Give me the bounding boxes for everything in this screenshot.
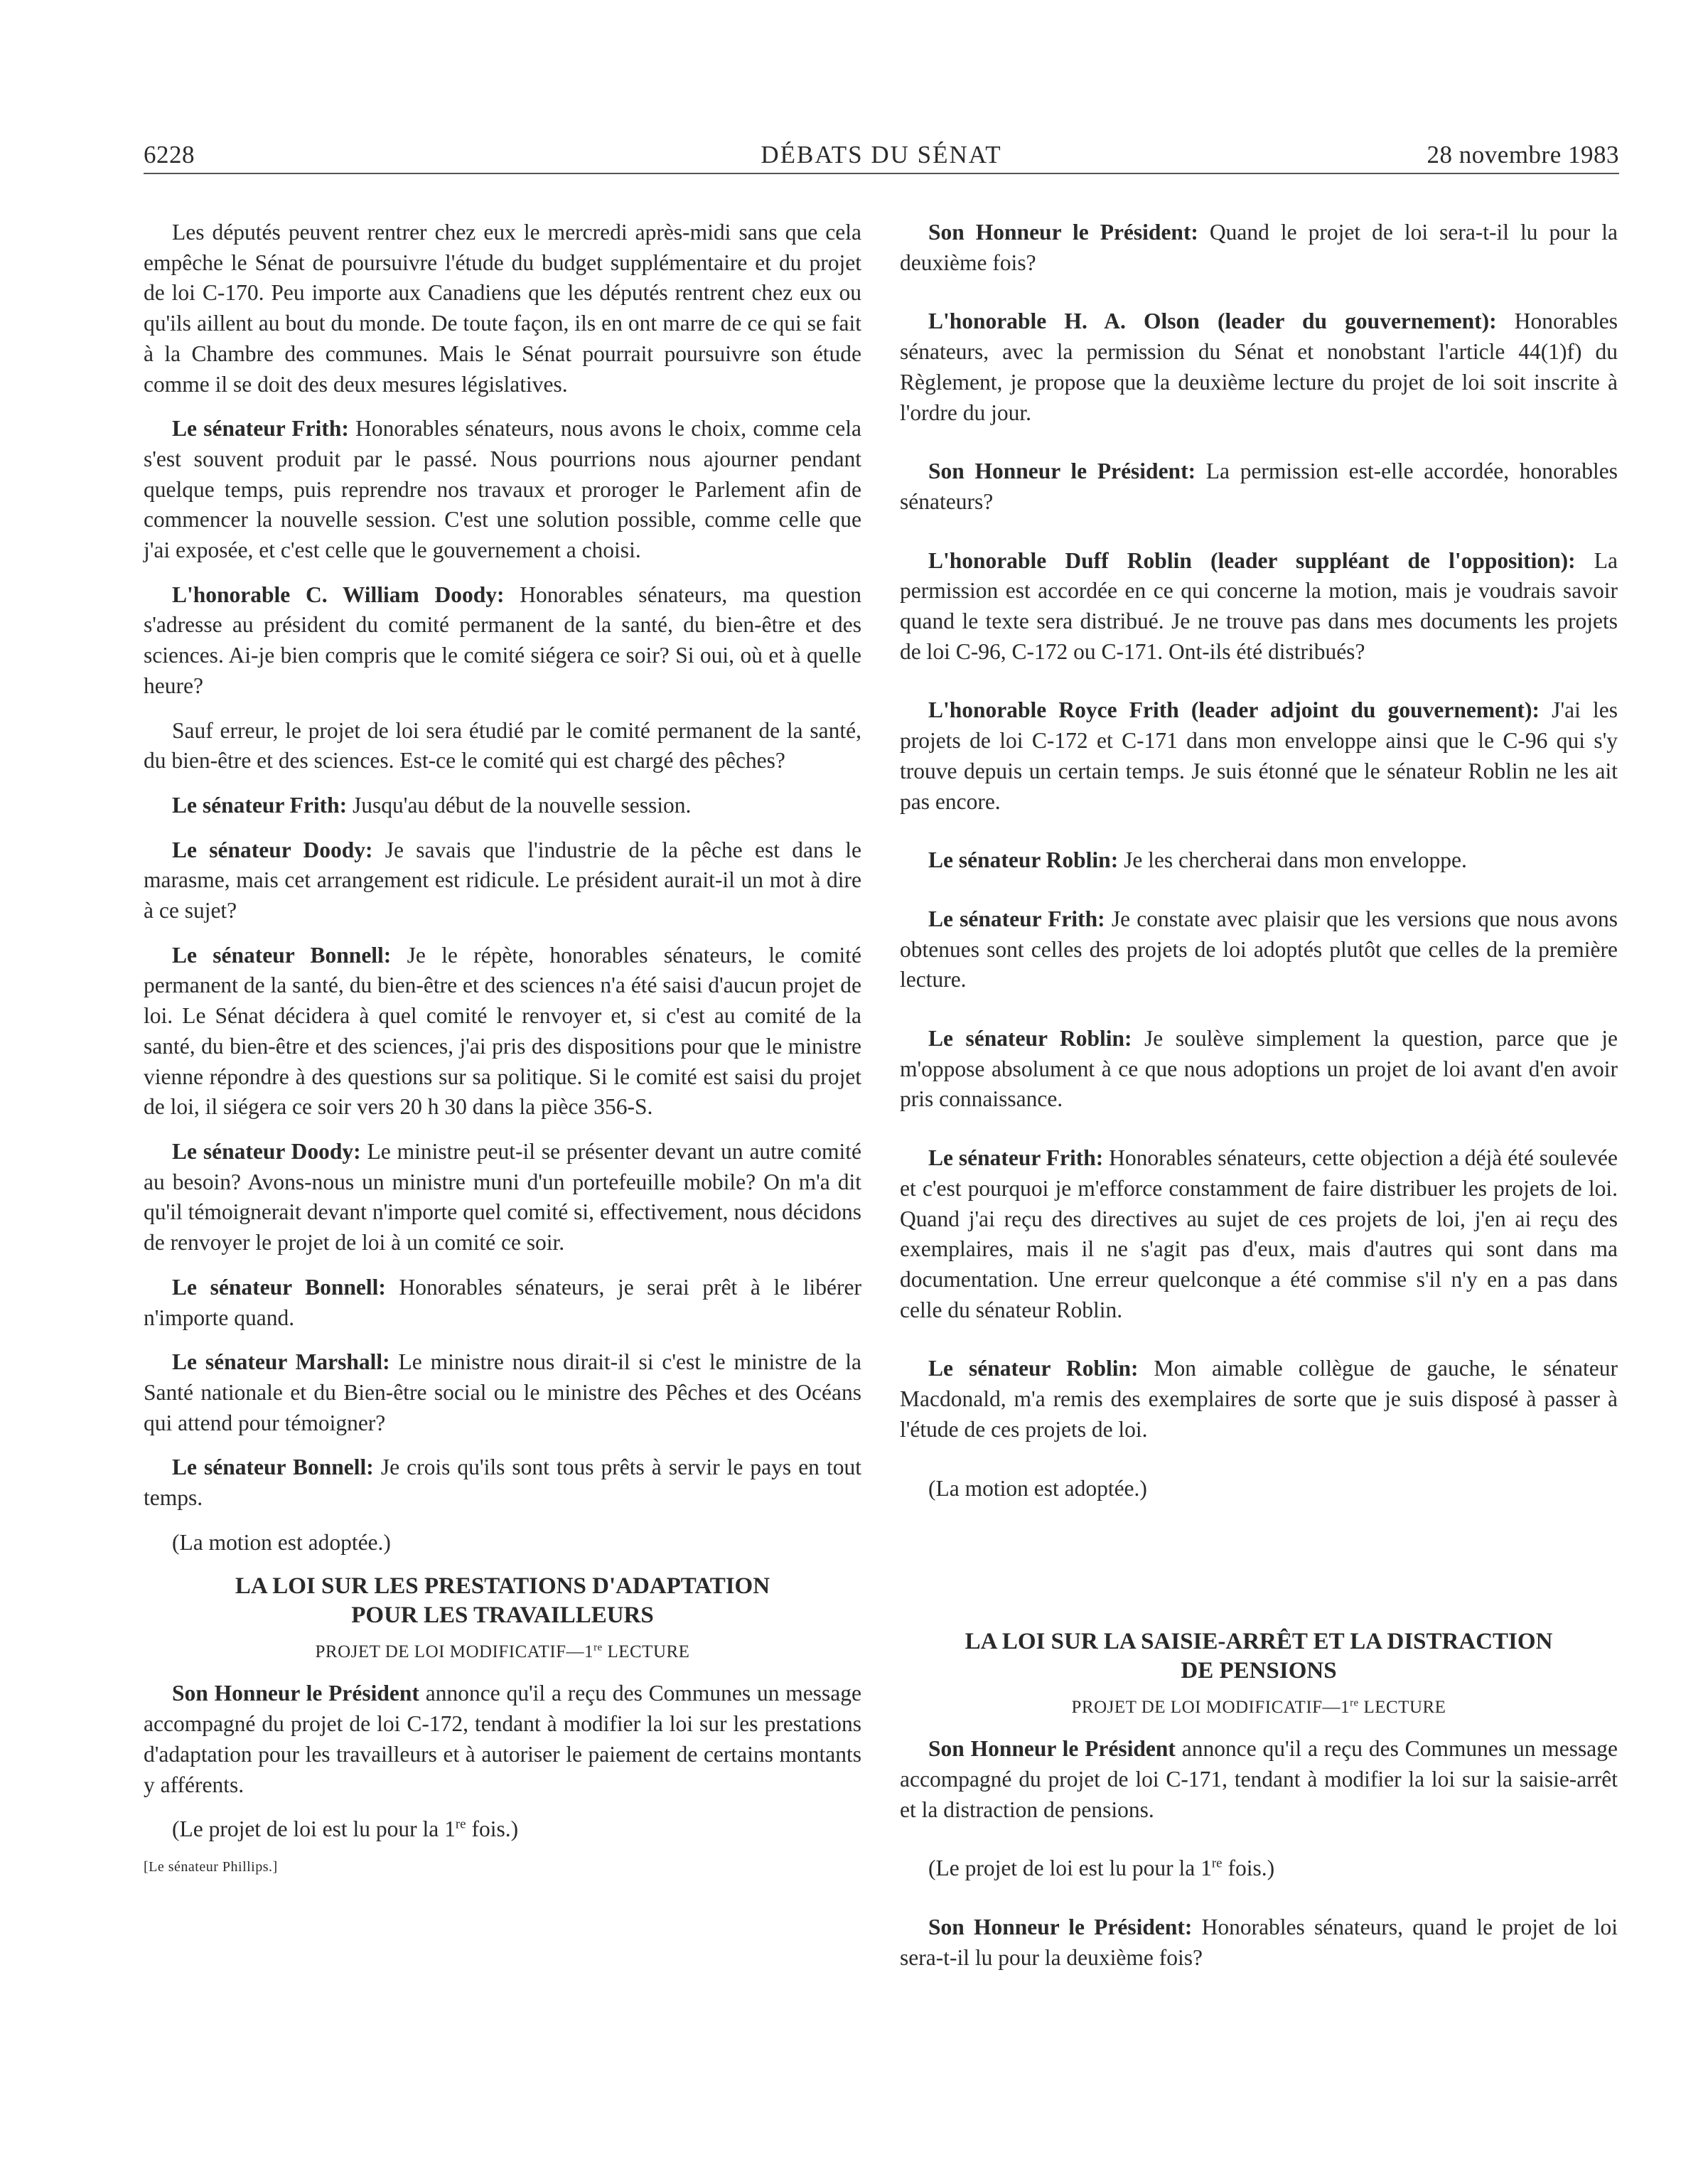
subheading-text: LECTURE	[1358, 1698, 1446, 1718]
paragraph	[900, 218, 1618, 278]
paragraph-text: Je savais que l'industrie de la pêche est dans le marasme, mais cet arrangement est ridicule. Le président aurait-il un mot à dire à ce sujet?	[144, 837, 861, 924]
reading-note	[144, 1814, 861, 1845]
paragraph	[144, 1347, 861, 1438]
paragraph	[144, 218, 861, 400]
speaker-name: Le sénateur Roblin:	[928, 1356, 1139, 1381]
section-heading-line: LA LOI SUR LA SAISIE-ARRÊT ET LA DISTRACTION	[965, 1629, 1553, 1655]
right-after-section	[900, 1734, 1618, 1825]
paragraph-text: Quand le projet de loi sera-t-il lu pour la deuxième fois?	[900, 220, 1618, 275]
subheading-text: LECTURE	[602, 1642, 690, 1662]
paragraph	[900, 1912, 1618, 1973]
reading-text: (Le projet de loi est lu pour la 1	[928, 1856, 1212, 1881]
paragraph-text: Honorables sénateurs, quand le projet de loi sera-t-il lu pour la deuxième fois?	[900, 1915, 1618, 1970]
speaker-name: L'honorable H. A. Olson (leader du gouvernement):	[928, 309, 1497, 334]
speaker-name: Le sénateur Roblin:	[928, 847, 1119, 873]
paragraph	[144, 414, 861, 566]
paragraph-text: Les députés peuvent rentrer chez eux le mercredi après-midi sans que cela empêche le Sénat de poursuivre l'étude du budget supplémentaire et du projet de loi C-170. Peu importe aux Canadiens que les députés rentrent chez eux ou qu'ils aillent au bout du monde. De toute façon, ils en ont marre de ce qui se fait à la Chambre des communes. Mais le Sénat pourrait poursuivre son étude comme il se doit des deux mesures législatives.	[144, 220, 861, 397]
paragraph	[900, 1354, 1618, 1445]
speaker-name: Son Honneur le Président	[172, 1681, 419, 1706]
speaker-name: Son Honneur le Président:	[928, 459, 1196, 484]
paragraph-text: Honorables sénateurs, avec la permission du Sénat et nonobstant l'article 44(1)f) du Règlement, je propose que la deuxième lecture du projet de loi soit inscrite à l'ordre du jour.	[900, 309, 1618, 425]
speaker-name: Son Honneur le Président:	[928, 1915, 1193, 1940]
reading-text: fois.)	[466, 1816, 519, 1842]
subheading-superscript: re	[1350, 1697, 1359, 1709]
section-heading	[144, 1572, 861, 1630]
reading-text: fois.)	[1222, 1856, 1275, 1881]
publication-title: DÉBATS DU SÉNAT	[761, 141, 1002, 168]
paragraph	[144, 580, 861, 702]
reading-note	[900, 1853, 1618, 1884]
paragraph-text: (La motion est adoptée.)	[172, 1529, 391, 1555]
speaker-name: Le sénateur Roblin:	[928, 1026, 1132, 1051]
paragraph	[900, 1143, 1618, 1325]
left-paragraphs	[144, 218, 861, 1558]
left-after-section	[144, 1679, 861, 1800]
paragraph-text: (La motion est adoptée.)	[928, 1475, 1147, 1501]
speaker-name: Le sénateur Doody:	[172, 837, 373, 862]
issue-date: 28 novembre 1983	[1427, 141, 1619, 168]
subheading-text: PROJET DE LOI MODIFICATIF—1	[1071, 1698, 1350, 1718]
speaker-name: Son Honneur le Président	[928, 1736, 1176, 1762]
speaker-name: L'honorable Royce Frith (leader adjoint du gouvernement):	[928, 697, 1540, 723]
paragraph-text: Le ministre nous dirait-il si c'est le ministre de la Santé nationale et du Bien-être social ou le ministre des Pêches et des Océans qui attend pour témoigner?	[144, 1349, 861, 1435]
paragraph-text: annonce qu'il a reçu des Communes un message accompagné du projet de loi C-172, tendant à modifier la loi sur les prestations d'adaptation pour les travailleurs et à autoriser le paiement de certains montants y afférents.	[144, 1681, 862, 1797]
speaker-name: Son Honneur le Président:	[928, 220, 1198, 245]
paragraph-text: J'ai les projets de loi C-172 et C-171 dans mon enveloppe ainsi que le C-96 qui s'y trouve depuis un certain temps. Je suis étonné que le sénateur Roblin ne les ait pas encore.	[900, 697, 1618, 814]
paragraph-text: Mon aimable collègue de gauche, le sénateur Macdonald, m'a remis des exemplaires de sorte que je suis disposé à passer à l'étude de ces projets de loi.	[900, 1356, 1618, 1442]
paragraph-text: Jusqu'au début de la nouvelle session.	[347, 792, 692, 818]
reading-superscript: re	[455, 1816, 466, 1832]
speaker-name: Le sénateur Frith:	[928, 1145, 1104, 1171]
paragraph	[144, 1137, 861, 1258]
paragraph	[144, 791, 861, 821]
paragraph	[900, 695, 1618, 817]
paragraph	[900, 546, 1618, 668]
speaker-name: L'honorable C. William Doody:	[172, 582, 505, 607]
speaker-name: Le sénateur Bonnell:	[172, 942, 392, 968]
paragraph	[900, 1024, 1618, 1115]
paragraph	[900, 904, 1618, 995]
subheading-superscript: re	[593, 1642, 603, 1654]
section-heading-line: POUR LES TRAVAILLEURS	[351, 1602, 654, 1629]
subheading-text: PROJET DE LOI MODIFICATIF—1	[315, 1642, 594, 1662]
paragraph-text: Je constate avec plaisir que les versions que nous avons obtenues sont celles des projets de loi adoptés plutôt que celles de la première lecture.	[900, 906, 1618, 992]
right-column	[900, 218, 1618, 2001]
paragraph-text: La permission est-elle accordée, honorables sénateurs?	[900, 459, 1618, 514]
reading-text: (Le projet de loi est lu pour la 1	[172, 1816, 456, 1842]
reading-superscript: re	[1211, 1856, 1223, 1871]
paragraph	[144, 716, 861, 776]
paragraph	[144, 1528, 861, 1558]
paragraph-text: Honorables sénateurs, ma question s'adresse au président du comité permanent de la santé, du bien-être et des sciences. Ai-je bien compris que le comité siégera ce soir? Si oui, où et à quelle heure?	[144, 582, 862, 698]
paragraph	[900, 456, 1618, 517]
paragraph	[900, 1734, 1618, 1825]
header-rule	[144, 173, 1619, 174]
footer-note: [Le sénateur Phillips.]	[144, 1858, 278, 1875]
speaker-name: Le sénateur Frith:	[172, 416, 349, 441]
paragraph	[900, 306, 1618, 428]
speaker-name: Le sénateur Doody:	[172, 1138, 361, 1164]
paragraph	[144, 1679, 861, 1800]
speaker-name: Le sénateur Frith:	[172, 792, 348, 818]
paragraph-text: Je crois qu'ils sont tous prêts à servir le pays en tout temps.	[144, 1455, 861, 1511]
paragraph-text: Honorables sénateurs, je serai prêt à le libérer n'importe quand.	[144, 1274, 861, 1330]
speaker-name: Le sénateur Frith:	[928, 906, 1105, 931]
paragraph-text: La permission est accordée en ce qui concerne la motion, mais je voudrais savoir quand le texte sera distribué. Je ne trouve pas dans mes documents les projets de loi C-96, C-172 ou C-171. Ont-ils été distribués?	[900, 547, 1618, 664]
paragraph	[144, 1273, 861, 1333]
page-number: 6228	[144, 141, 195, 168]
paragraph	[900, 1474, 1618, 1504]
paragraph	[144, 835, 861, 926]
paragraph-text: annonce qu'il a reçu des Communes un message accompagné du projet de loi C-171, tendant à modifier la loi sur la saisie-arrêt et la distraction de pensions.	[900, 1736, 1618, 1822]
speaker-name: Le sénateur Bonnell:	[172, 1455, 374, 1480]
paragraph-text: Honorables sénateurs, cette objection a déjà été soulevée et c'est pourquoi je m'efforce constamment de faire distribuer les projets de loi. Quand j'ai reçu des directives au sujet de ces projets de loi, j'en ai reçu des exemplaires, mais il ne s'agit pas d'eux, mais d'autres qui sont dans ma documentation. Une erreur quelconque a été commise s'il n'y en a pas dans celle du sénateur Roblin.	[900, 1145, 1618, 1322]
section-heading	[900, 1627, 1618, 1686]
speaker-name: Le sénateur Bonnell:	[172, 1274, 386, 1300]
paragraph-text: Sauf erreur, le projet de loi sera étudié par le comité permanent de la santé, du bien-être et des sciences. Est-ce le comité qui est chargé des pêches?	[144, 717, 861, 774]
speaker-name: Le sénateur Marshall:	[172, 1349, 390, 1375]
paragraph-text: Le ministre peut-il se présenter devant un autre comité au besoin? Avons-nous un ministre muni d'un portefeuille mobile? On m'a dit qu'il témoignerait devant n'importe quel comité si, effectivement, nous décidons de renvoyer le projet de loi à un comité ce soir.	[144, 1138, 861, 1256]
right-paragraphs	[900, 218, 1618, 1504]
paragraph-text: Je les chercherai dans mon enveloppe.	[1118, 847, 1467, 873]
section-subheading	[900, 1696, 1618, 1720]
left-column	[144, 218, 861, 1875]
paragraph	[144, 941, 861, 1123]
section-heading-line: LA LOI SUR LES PRESTATIONS D'ADAPTATION	[235, 1573, 770, 1600]
paragraph-text: Honorables sénateurs, nous avons le choix, comme cela s'est souvent produit par le passé. Nous pourrions nous ajourner pendant quelque temps, puis reprendre nos travaux et proroger le Parlement afin de commencer la nouvelle session. C'est une solution possible, comme celle que j'ai exposée, et c'est celle que le gouvernement a choisi.	[144, 416, 861, 563]
section-heading-line: DE PENSIONS	[1181, 1658, 1337, 1684]
spacer	[900, 1532, 1618, 1617]
paragraph	[144, 1452, 861, 1513]
section-subheading	[144, 1640, 861, 1664]
paragraph	[900, 845, 1618, 876]
speaker-name: L'honorable Duff Roblin (leader suppléant de l'opposition):	[928, 547, 1576, 573]
paragraph-text: Je soulève simplement la question, parce que je m'oppose absolument à ce que nous adoptions un projet de loi avant d'en avoir pris connaissance.	[900, 1026, 1618, 1112]
paragraph-text: Je le répète, honorables sénateurs, le comité permanent de la santé, du bien-être et des sciences n'a été saisi d'aucun projet de loi. Le Sénat décidera à quel comité le renvoyer et, si c'est au comité de la santé, du bien-être et des sciences, j'ai pris des dispositions pour que le ministre vienne répondre à des questions sur sa politique. Si le comité est saisi du projet de loi, il siégera ce soir vers 20 h 30 dans la pièce 356-S.	[144, 942, 861, 1120]
